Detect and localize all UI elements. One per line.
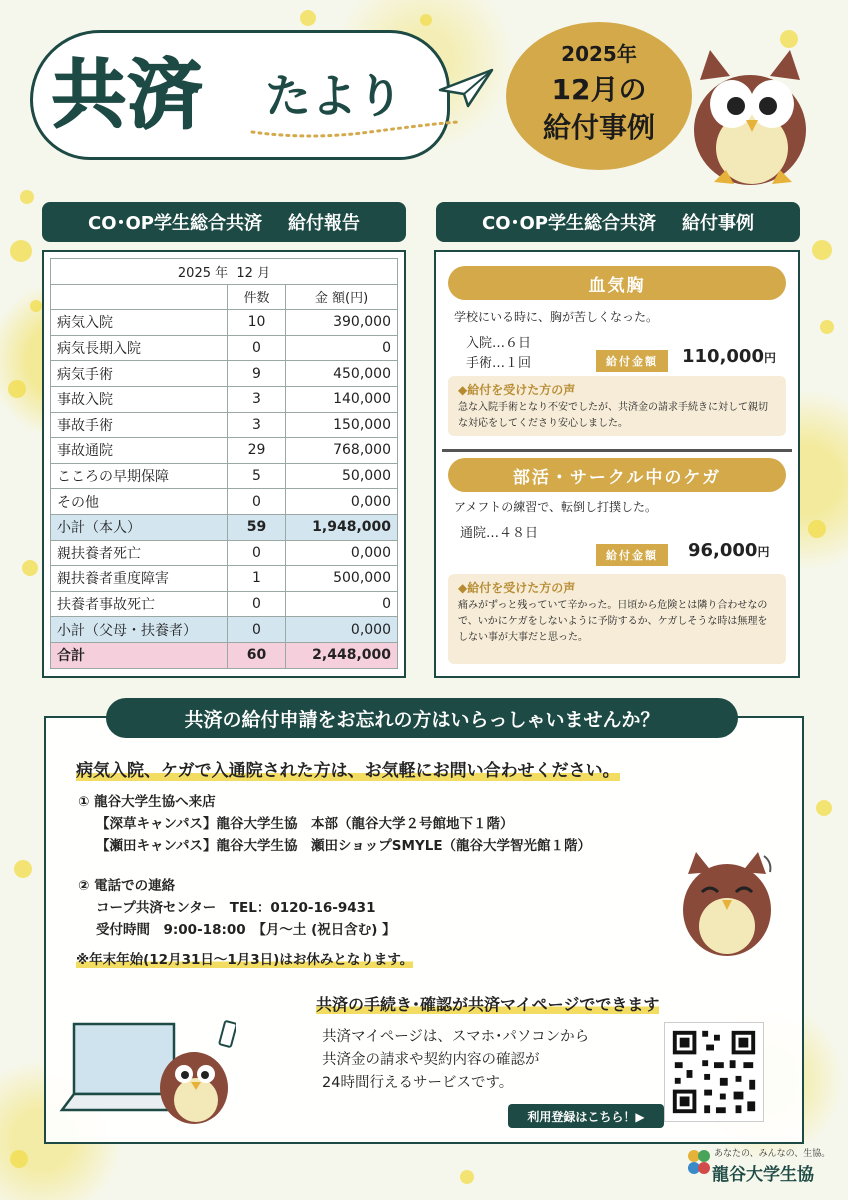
date-month: 12月の — [551, 73, 647, 106]
row-count: 5 — [228, 463, 286, 489]
mypage-line-2: 共済金の請求や契約内容の確認が — [322, 1052, 540, 1068]
case1-detail-surgery: 手術…１回 — [466, 356, 532, 371]
table-row — [51, 514, 398, 540]
report-heading-right: 給付報告 — [288, 213, 360, 234]
row-amount: 390,000 — [286, 310, 398, 336]
table-row — [51, 463, 398, 489]
mypage-heading — [316, 992, 659, 1015]
row-label: 親扶養者重度障害 — [51, 566, 228, 592]
case2-voice — [448, 574, 786, 664]
row-amount: 0 — [286, 335, 398, 361]
paper-plane-icon — [438, 66, 494, 110]
row-count: 0 — [228, 540, 286, 566]
table-header-row — [51, 284, 398, 310]
case-divider — [442, 449, 792, 452]
row-label: 事故入院 — [51, 386, 228, 412]
row-count: 29 — [228, 438, 286, 464]
row-count: 0 — [228, 591, 286, 617]
register-button[interactable]: 利用登録はこちら！▶ — [508, 1104, 664, 1128]
case2-voice-text: 痛みがずっと残っていて辛かった。日頃から危険とは隣り合わせなので、いかにケガをしないように予防するか、ケガしそうな時は無理をしない事が大事だと思った。 — [458, 600, 768, 643]
case2-pay-amount — [688, 540, 769, 561]
period-year: 2025 年 — [177, 265, 229, 281]
table-row — [51, 386, 398, 412]
row-label: 事故通院 — [51, 438, 228, 464]
inquiry-heading: 共済の給付申請をお忘れの方はいらっしゃいませんか？ — [106, 698, 738, 738]
row-count: 0 — [228, 335, 286, 361]
table-row — [51, 335, 398, 361]
table-row — [51, 361, 398, 387]
row-label: 小計（本人） — [51, 514, 228, 540]
owl-happy-icon — [672, 848, 782, 960]
mypage-heading-text: 共済の手続き･確認が共済マイページでできます — [316, 995, 660, 1014]
case1-voice-heading: ◆給付を受けた方の声 — [458, 383, 576, 397]
table-row — [51, 566, 398, 592]
row-label: 病気手術 — [51, 361, 228, 387]
case1-description: 学校にいる時に、胸が苦しくなった。 — [454, 310, 659, 324]
table-header-blank — [51, 284, 228, 310]
holiday-note — [76, 948, 413, 968]
row-count: 59 — [228, 514, 286, 540]
row-label: 事故手術 — [51, 412, 228, 438]
dotted-trail — [250, 118, 460, 142]
footer-organization: 龍谷大学生協 — [712, 1165, 814, 1185]
date-caption: 給付事例 — [542, 111, 655, 144]
benefit-report-table — [50, 258, 398, 669]
case1-pay-label: 給付金額 — [596, 350, 668, 372]
phone-number: コープ共済センター TEL：0120-16-9431 — [96, 900, 376, 916]
table-row — [51, 310, 398, 336]
mypage-description — [322, 1026, 589, 1095]
cases-heading-right: 給付事例 — [682, 213, 754, 234]
row-amount: 140,000 — [286, 386, 398, 412]
date-badge — [506, 22, 692, 170]
case2-pay-unit: 円 — [757, 545, 770, 559]
table-row — [51, 412, 398, 438]
row-label: 病気入院 — [51, 310, 228, 336]
row-label: 扶養者事故死亡 — [51, 591, 228, 617]
row-label: こころの早期保障 — [51, 463, 228, 489]
case1-voice-text: 急な入院手術となり不安でしたが、共済金の請求手続きに対して親切な対応をしてくださり安心しました。 — [458, 402, 768, 429]
row-amount: 50,000 — [286, 463, 398, 489]
row-count: 0 — [228, 617, 286, 643]
table-row — [51, 540, 398, 566]
mypage-line-3: 24時間行えるサービスです。 — [322, 1075, 514, 1091]
table-row — [51, 489, 398, 515]
table-row — [51, 591, 398, 617]
row-count: 9 — [228, 361, 286, 387]
case1-pay-unit: 円 — [763, 351, 776, 365]
case2-pay-label: 給付金額 — [596, 544, 668, 566]
row-amount: 0,000 — [286, 617, 398, 643]
page-title-sub: たより — [265, 69, 403, 123]
row-label: その他 — [51, 489, 228, 515]
table-row — [51, 438, 398, 464]
row-amount: 0,000 — [286, 540, 398, 566]
row-count: 10 — [228, 310, 286, 336]
case1-detail-hospital: 入院…６日 — [466, 336, 532, 351]
report-heading-left: CO･OP学生総合共済 — [87, 213, 262, 234]
row-amount: 2,448,000 — [286, 642, 398, 668]
inquiry-lead — [76, 756, 620, 781]
row-label: 病気長期入院 — [51, 335, 228, 361]
case2-title: 部活・サークル中のケガ — [448, 458, 786, 492]
case1-pay-value: 110,000 — [682, 346, 764, 367]
phone-hours: 受付時間 9:00-18:00 【月～土 (祝日含む) 】 — [96, 922, 396, 938]
table-row — [51, 617, 398, 643]
footer-tagline: あなたの、みんなの、生協。 — [714, 1149, 831, 1159]
row-amount: 500,000 — [286, 566, 398, 592]
qr-code-icon[interactable] — [664, 1022, 764, 1122]
row-amount: 0,000 — [286, 489, 398, 515]
cases-panel — [434, 250, 800, 678]
row-amount: 150,000 — [286, 412, 398, 438]
table-row — [51, 642, 398, 668]
case2-pay-value: 96,000 — [688, 540, 758, 561]
phone-title: ② 電話での連絡 — [78, 878, 176, 894]
report-panel — [42, 250, 406, 678]
case1-title: 血気胸 — [448, 266, 786, 300]
row-amount: 1,948,000 — [286, 514, 398, 540]
visit-seta: 【瀬田キャンパス】龍谷大学生協 瀬田ショップSMYLE（龍谷大学智光館１階） — [96, 838, 592, 854]
visit-fukakusa: 【深草キャンパス】龍谷大学生協 本部（龍谷大学２号館地下１階） — [96, 816, 514, 832]
visit-title: ① 龍谷大学生協へ来店 — [78, 794, 216, 810]
table-header-amount: 金 額(円) — [286, 284, 398, 310]
row-count: 3 — [228, 412, 286, 438]
holiday-note-text: ※年末年始(12月31日～1月3日)はお休みとなります。 — [76, 952, 414, 968]
mypage-line-1: 共済マイページは、スマホ･パソコンから — [322, 1029, 590, 1045]
case2-detail-visits: 通院…４８日 — [460, 526, 539, 541]
row-amount: 768,000 — [286, 438, 398, 464]
table-period-row — [51, 259, 398, 285]
case1-voice — [448, 376, 786, 436]
case2-description: アメフトの練習で、転倒し打撲した。 — [454, 500, 658, 514]
row-count: 1 — [228, 566, 286, 592]
row-count: 60 — [228, 642, 286, 668]
row-amount: 0 — [286, 591, 398, 617]
report-heading — [42, 202, 406, 242]
case2-voice-heading: ◆給付を受けた方の声 — [458, 581, 576, 595]
page-title: 共済 — [52, 52, 204, 138]
row-label: 小計（父母・扶養者） — [51, 617, 228, 643]
table-period — [51, 259, 398, 285]
case1-pay-amount — [682, 346, 776, 367]
row-count: 3 — [228, 386, 286, 412]
row-amount: 450,000 — [286, 361, 398, 387]
table-header-count: 件数 — [228, 284, 286, 310]
date-year: 2025年 — [561, 42, 637, 66]
cases-heading — [436, 202, 800, 242]
cases-heading-left: CO･OP学生総合共済 — [481, 213, 656, 234]
laptop-icon — [56, 1018, 236, 1128]
inquiry-lead-text: 病気入院、ケガで入通院された方は、お気軽にお問い合わせください。 — [76, 761, 620, 781]
row-count: 0 — [228, 489, 286, 515]
row-label: 合計 — [51, 642, 228, 668]
owl-mascot-icon — [680, 40, 820, 190]
period-month: 12 月 — [236, 265, 271, 281]
row-label: 親扶養者死亡 — [51, 540, 228, 566]
